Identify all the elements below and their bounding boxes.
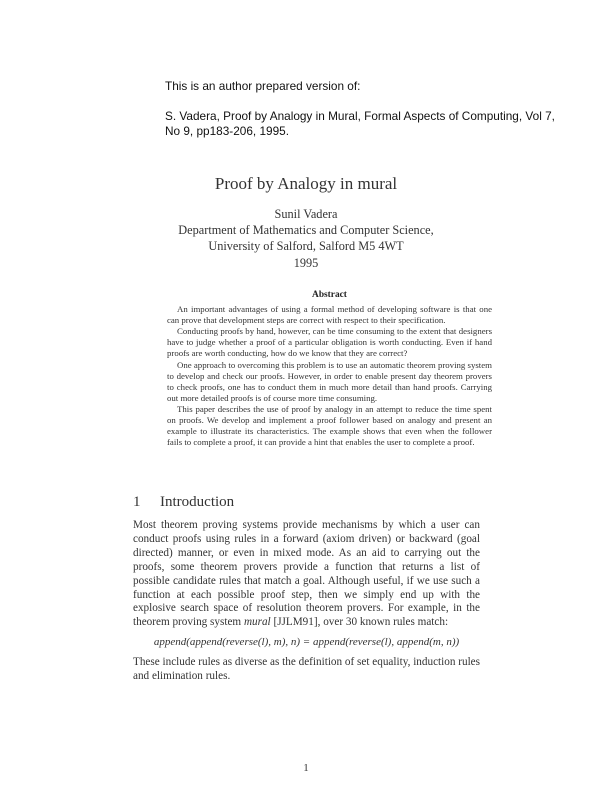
abstract-paragraph: An important advantages of using a formal method of developing software is that one can prove that development steps are correct with respect to their specification. (167, 304, 492, 326)
section-title: Introduction (160, 494, 235, 510)
abstract-paragraph: One approach to overcoming this problem is to use an automatic theorem proving system to develop and check our proofs. However, in order to enable present day theorem provers to check proofs, one has to conduct them in much more detail than hand proofs. Carrying out more detailed proofs is of course more time consuming. (167, 359, 492, 403)
abstract-paragraph: Conducting proofs by hand, however, can be time consuming to the extent that designers have to judge whether a proof of a particular obligation is worth conducting. Even if hand proofs are worth conducting, how do we know that they are correct? (167, 326, 492, 359)
author-name: Sunil Vadera (274, 207, 338, 221)
citation: S. Vadera, Proof by Analogy in Mural, Formal Aspects of Computing, Vol 7, No 9, pp183-206, 1995. (165, 109, 555, 138)
paper-title: Proof by Analogy in mural (214, 174, 398, 193)
publication-year: 1995 (293, 256, 319, 270)
body-paragraph: These include rules as diverse as the definition of set equality, induction rules and elimination rules. (133, 656, 480, 683)
abstract-heading: Abstract (312, 290, 347, 300)
abstract (167, 290, 492, 448)
system-name: mural (243, 616, 271, 629)
page-number: 1 (303, 762, 309, 774)
author-block (100, 206, 512, 254)
body-text-run: [JJLM91], over 30 known rules match: (270, 616, 449, 629)
author-version-notice (165, 79, 560, 139)
abstract-paragraph: This paper describes the use of proof by analogy in an attempt to reduce the time spent on proofs. We develop and implement a proof follower based on analogy and present an example to illustrate its characteristics. The example shows that even when the follower fails to complete a proof, it can provide a hint that enables the user to complete a proof. (167, 403, 492, 448)
body-text-run: Most theorem proving systems provide mechanisms by which a user can conduct proofs using rules in a forward (axiom driven) or backward (goal directed) manner, or even in mixed mode. As an aid to carrying out the proofs, some theorem provers provide a function that returns a list of possible candidate rules that match a goal. Although useful, if we use such a function at each possible proof step, then we simply end up with the explosive search space of resolution theorem provers. For example, in the theorem proving system (133, 519, 480, 629)
section-body (133, 519, 480, 684)
body-paragraph (133, 519, 480, 630)
author-department: Department of Mathematics and Computer Science, (178, 223, 434, 237)
notice-line: This is an author prepared version of: (165, 79, 361, 93)
equation: append(append(reverse(l), m), n) = append(reverse(l), append(m, n)) (153, 636, 460, 649)
section-heading (133, 494, 234, 511)
author-university: University of Salford, Salford M5 4WT (208, 239, 404, 253)
section-number: 1 (133, 494, 141, 510)
